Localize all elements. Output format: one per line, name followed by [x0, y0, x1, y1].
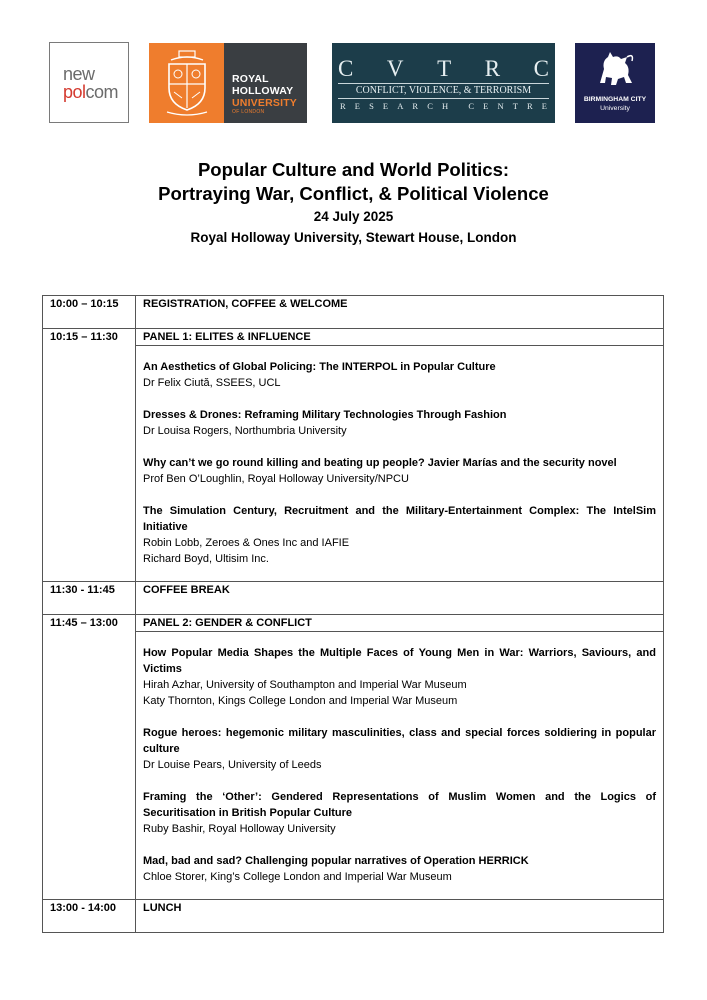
royal-holloway-logo: [149, 43, 307, 123]
talk-title: An Aesthetics of Global Policing: The INTERPOL in Popular Culture: [143, 361, 496, 373]
event-date: 24 July 2025: [313, 209, 394, 224]
talk-title: Rogue heroes: hegemonic military masculinities, class and special forces soldiering in popular culture: [143, 727, 656, 755]
talk-speaker: Dr Louisa Rogers, Northumbria University: [143, 425, 347, 437]
talk-title: Framing the ‘Other’: Gendered Representations of Muslim Women and the Logics of Securitisation in British Popular Culture: [143, 791, 656, 819]
table-row: [43, 346, 664, 582]
talk: [143, 853, 656, 885]
royal-holloway-logo-line3: UNIVERSITY: [232, 97, 298, 109]
talk-speaker: Katy Thornton, Kings College London and Imperial War Museum: [143, 695, 458, 707]
talk-speaker: Richard Boyd, Ultisim Inc.: [143, 553, 269, 565]
talk-speaker: Chloe Storer, King’s College London and Imperial War Museum: [143, 871, 452, 883]
talk: [143, 789, 656, 837]
bcu-logo-line2: University: [600, 105, 630, 112]
session-time: 10:00 – 10:15: [43, 296, 136, 329]
table-row: [43, 296, 664, 329]
talk-speaker: Dr Felix Ciută, SSEES, UCL: [143, 377, 281, 389]
talk-speaker: Prof Ben O’Loughlin, Royal Holloway University/NPCU: [143, 473, 409, 485]
talk-speaker: Ruby Bashir, Royal Holloway University: [143, 823, 336, 835]
talk: [143, 725, 656, 773]
royal-holloway-logo-line1: ROYAL: [232, 73, 269, 85]
session-time: 13:00 - 14:00: [43, 900, 136, 933]
bcu-logo-line1: BIRMINGHAM CITY: [583, 96, 647, 103]
royal-holloway-logo-line2: HOLLOWAY: [232, 85, 294, 97]
birmingham-city-logo: [575, 43, 655, 123]
table-row: [43, 582, 664, 615]
talk: [143, 455, 656, 487]
talk-title: Why can’t we go round killing and beating up people? Javier Marías and the security novel: [143, 457, 617, 469]
panel2-talks: [136, 632, 664, 900]
session-time: 10:15 – 11:30: [43, 329, 136, 582]
newpolcom-logo-line2: polcom: [63, 82, 119, 102]
talk-title: The Simulation Century, Recruitment and the Military-Entertainment Complex: The IntelSim Initiative: [143, 505, 656, 533]
talk: [143, 503, 656, 567]
session-label: REGISTRATION, COFFEE & WELCOME: [136, 296, 664, 329]
cvtrc-logo: [332, 43, 555, 123]
talk: [143, 359, 656, 391]
schedule-table: [42, 295, 664, 933]
talk: [143, 645, 656, 709]
session-time: 11:45 – 13:00: [43, 615, 136, 900]
talk-title: Mad, bad and sad? Challenging popular narratives of Operation HERRICK: [143, 855, 529, 867]
talk: [143, 407, 656, 439]
table-row: [43, 615, 664, 632]
cvtrc-acronym: C V T R C: [338, 56, 549, 81]
newpolcom-logo: [49, 42, 129, 123]
royal-holloway-crest-panel: [149, 43, 224, 123]
table-row: [43, 632, 664, 900]
talk-title: How Popular Media Shapes the Multiple Faces of Young Men in War: Warriors, Saviours, and Victims: [143, 647, 656, 675]
table-row: [43, 900, 664, 933]
cvtrc-full-name: CONFLICT, VIOLENCE, & TERRORISM: [355, 85, 532, 96]
session-label: PANEL 2: GENDER & CONFLICT: [136, 615, 664, 632]
royal-holloway-logo-line4: OF LONDON: [232, 109, 265, 115]
session-label: COFFEE BREAK: [136, 582, 664, 615]
event-title-line1: Popular Culture and World Politics:: [197, 159, 510, 180]
talk-speaker: Robin Lobb, Zeroes & Ones Inc and IAFIE: [143, 537, 350, 549]
crest-icon: [165, 50, 209, 116]
session-label: LUNCH: [136, 900, 664, 933]
lion-icon: [594, 49, 636, 89]
talk-title: Dresses & Drones: Reframing Military Technologies Through Fashion: [143, 409, 507, 421]
talk-speaker: Dr Louise Pears, University of Leeds: [143, 759, 322, 771]
session-time: 11:30 - 11:45: [43, 582, 136, 615]
event-title-line2: Portraying War, Conflict, & Political Violence: [158, 183, 549, 204]
cvtrc-research-centre: R E S E A R C H C E N T R E: [340, 101, 547, 111]
table-row: [43, 329, 664, 346]
session-label: PANEL 1: ELITES & INFLUENCE: [136, 329, 664, 346]
event-venue: Royal Holloway University, Stewart House, London: [190, 230, 517, 245]
newpolcom-logo-line1: new: [63, 64, 95, 84]
panel1-talks: [136, 346, 664, 582]
talk-speaker: Hirah Azhar, University of Southampton and Imperial War Museum: [143, 679, 467, 691]
cvtrc-divider: [338, 83, 549, 84]
cvtrc-divider: [338, 98, 549, 99]
